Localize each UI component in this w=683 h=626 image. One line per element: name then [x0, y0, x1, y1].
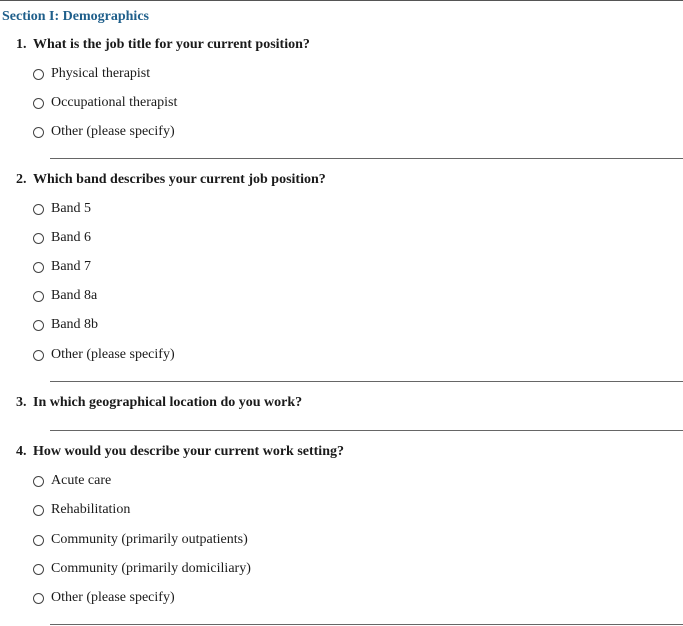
- question-number: 1.: [16, 37, 27, 52]
- question-number: 2.: [16, 172, 27, 187]
- question-3: [16, 395, 302, 411]
- option-other-q2[interactable]: [33, 346, 175, 364]
- answer-line-q2[interactable]: [50, 381, 683, 382]
- question-text: In which geographical location do you work?: [33, 395, 303, 410]
- option-community-domiciliary[interactable]: [33, 560, 251, 578]
- option-other-q4[interactable]: [33, 589, 175, 607]
- answer-line-q4[interactable]: [50, 624, 683, 625]
- option-band-6[interactable]: [33, 229, 91, 247]
- radio-icon[interactable]: [33, 69, 44, 80]
- option-label: Band 6: [51, 230, 92, 245]
- option-band-8a[interactable]: [33, 287, 97, 305]
- option-label: Band 8b: [51, 317, 99, 332]
- option-label: Band 5: [51, 201, 92, 216]
- option-occupational-therapist[interactable]: [33, 94, 177, 112]
- radio-icon[interactable]: [33, 564, 44, 575]
- option-label: Band 8a: [51, 288, 98, 303]
- option-acute-care[interactable]: [33, 472, 111, 490]
- radio-icon[interactable]: [33, 291, 44, 302]
- answer-line-q3[interactable]: [50, 430, 683, 431]
- option-label: Acute care: [51, 473, 112, 488]
- question-4: [16, 444, 344, 460]
- option-label: Community (primarily outpatients): [51, 532, 248, 547]
- option-other-q1[interactable]: [33, 123, 175, 141]
- option-label: Other (please specify): [51, 347, 175, 362]
- option-band-7[interactable]: [33, 258, 91, 276]
- option-physical-therapist[interactable]: [33, 65, 150, 83]
- question-number: 3.: [16, 395, 27, 410]
- option-label: Community (primarily domiciliary): [51, 561, 251, 576]
- option-label: Rehabilitation: [51, 502, 131, 517]
- option-label: Band 7: [51, 259, 92, 274]
- radio-icon[interactable]: [33, 127, 44, 138]
- option-rehabilitation[interactable]: [33, 501, 130, 519]
- option-label: Physical therapist: [51, 66, 151, 81]
- option-label: Occupational therapist: [51, 95, 178, 110]
- question-text: How would you describe your current work setting?: [33, 444, 344, 459]
- option-label: Other (please specify): [51, 590, 175, 605]
- radio-icon[interactable]: [33, 593, 44, 604]
- radio-icon[interactable]: [33, 233, 44, 244]
- radio-icon[interactable]: [33, 262, 44, 273]
- question-2: [16, 172, 326, 188]
- top-rule: [0, 0, 683, 1]
- radio-icon[interactable]: [33, 535, 44, 546]
- question-text: Which band describes your current job position?: [33, 172, 326, 187]
- radio-icon[interactable]: [33, 204, 44, 215]
- option-band-8b[interactable]: [33, 316, 98, 334]
- radio-icon[interactable]: [33, 505, 44, 516]
- answer-line-q1[interactable]: [50, 158, 683, 159]
- option-label: Other (please specify): [51, 124, 175, 139]
- radio-icon[interactable]: [33, 350, 44, 361]
- option-band-5[interactable]: [33, 200, 91, 218]
- section-title: Section I: Demographics: [2, 9, 149, 24]
- question-number: 4.: [16, 444, 27, 459]
- question-text: What is the job title for your current position?: [33, 37, 310, 52]
- radio-icon[interactable]: [33, 98, 44, 109]
- option-community-outpatients[interactable]: [33, 531, 248, 549]
- radio-icon[interactable]: [33, 320, 44, 331]
- radio-icon[interactable]: [33, 476, 44, 487]
- question-1: [16, 37, 310, 53]
